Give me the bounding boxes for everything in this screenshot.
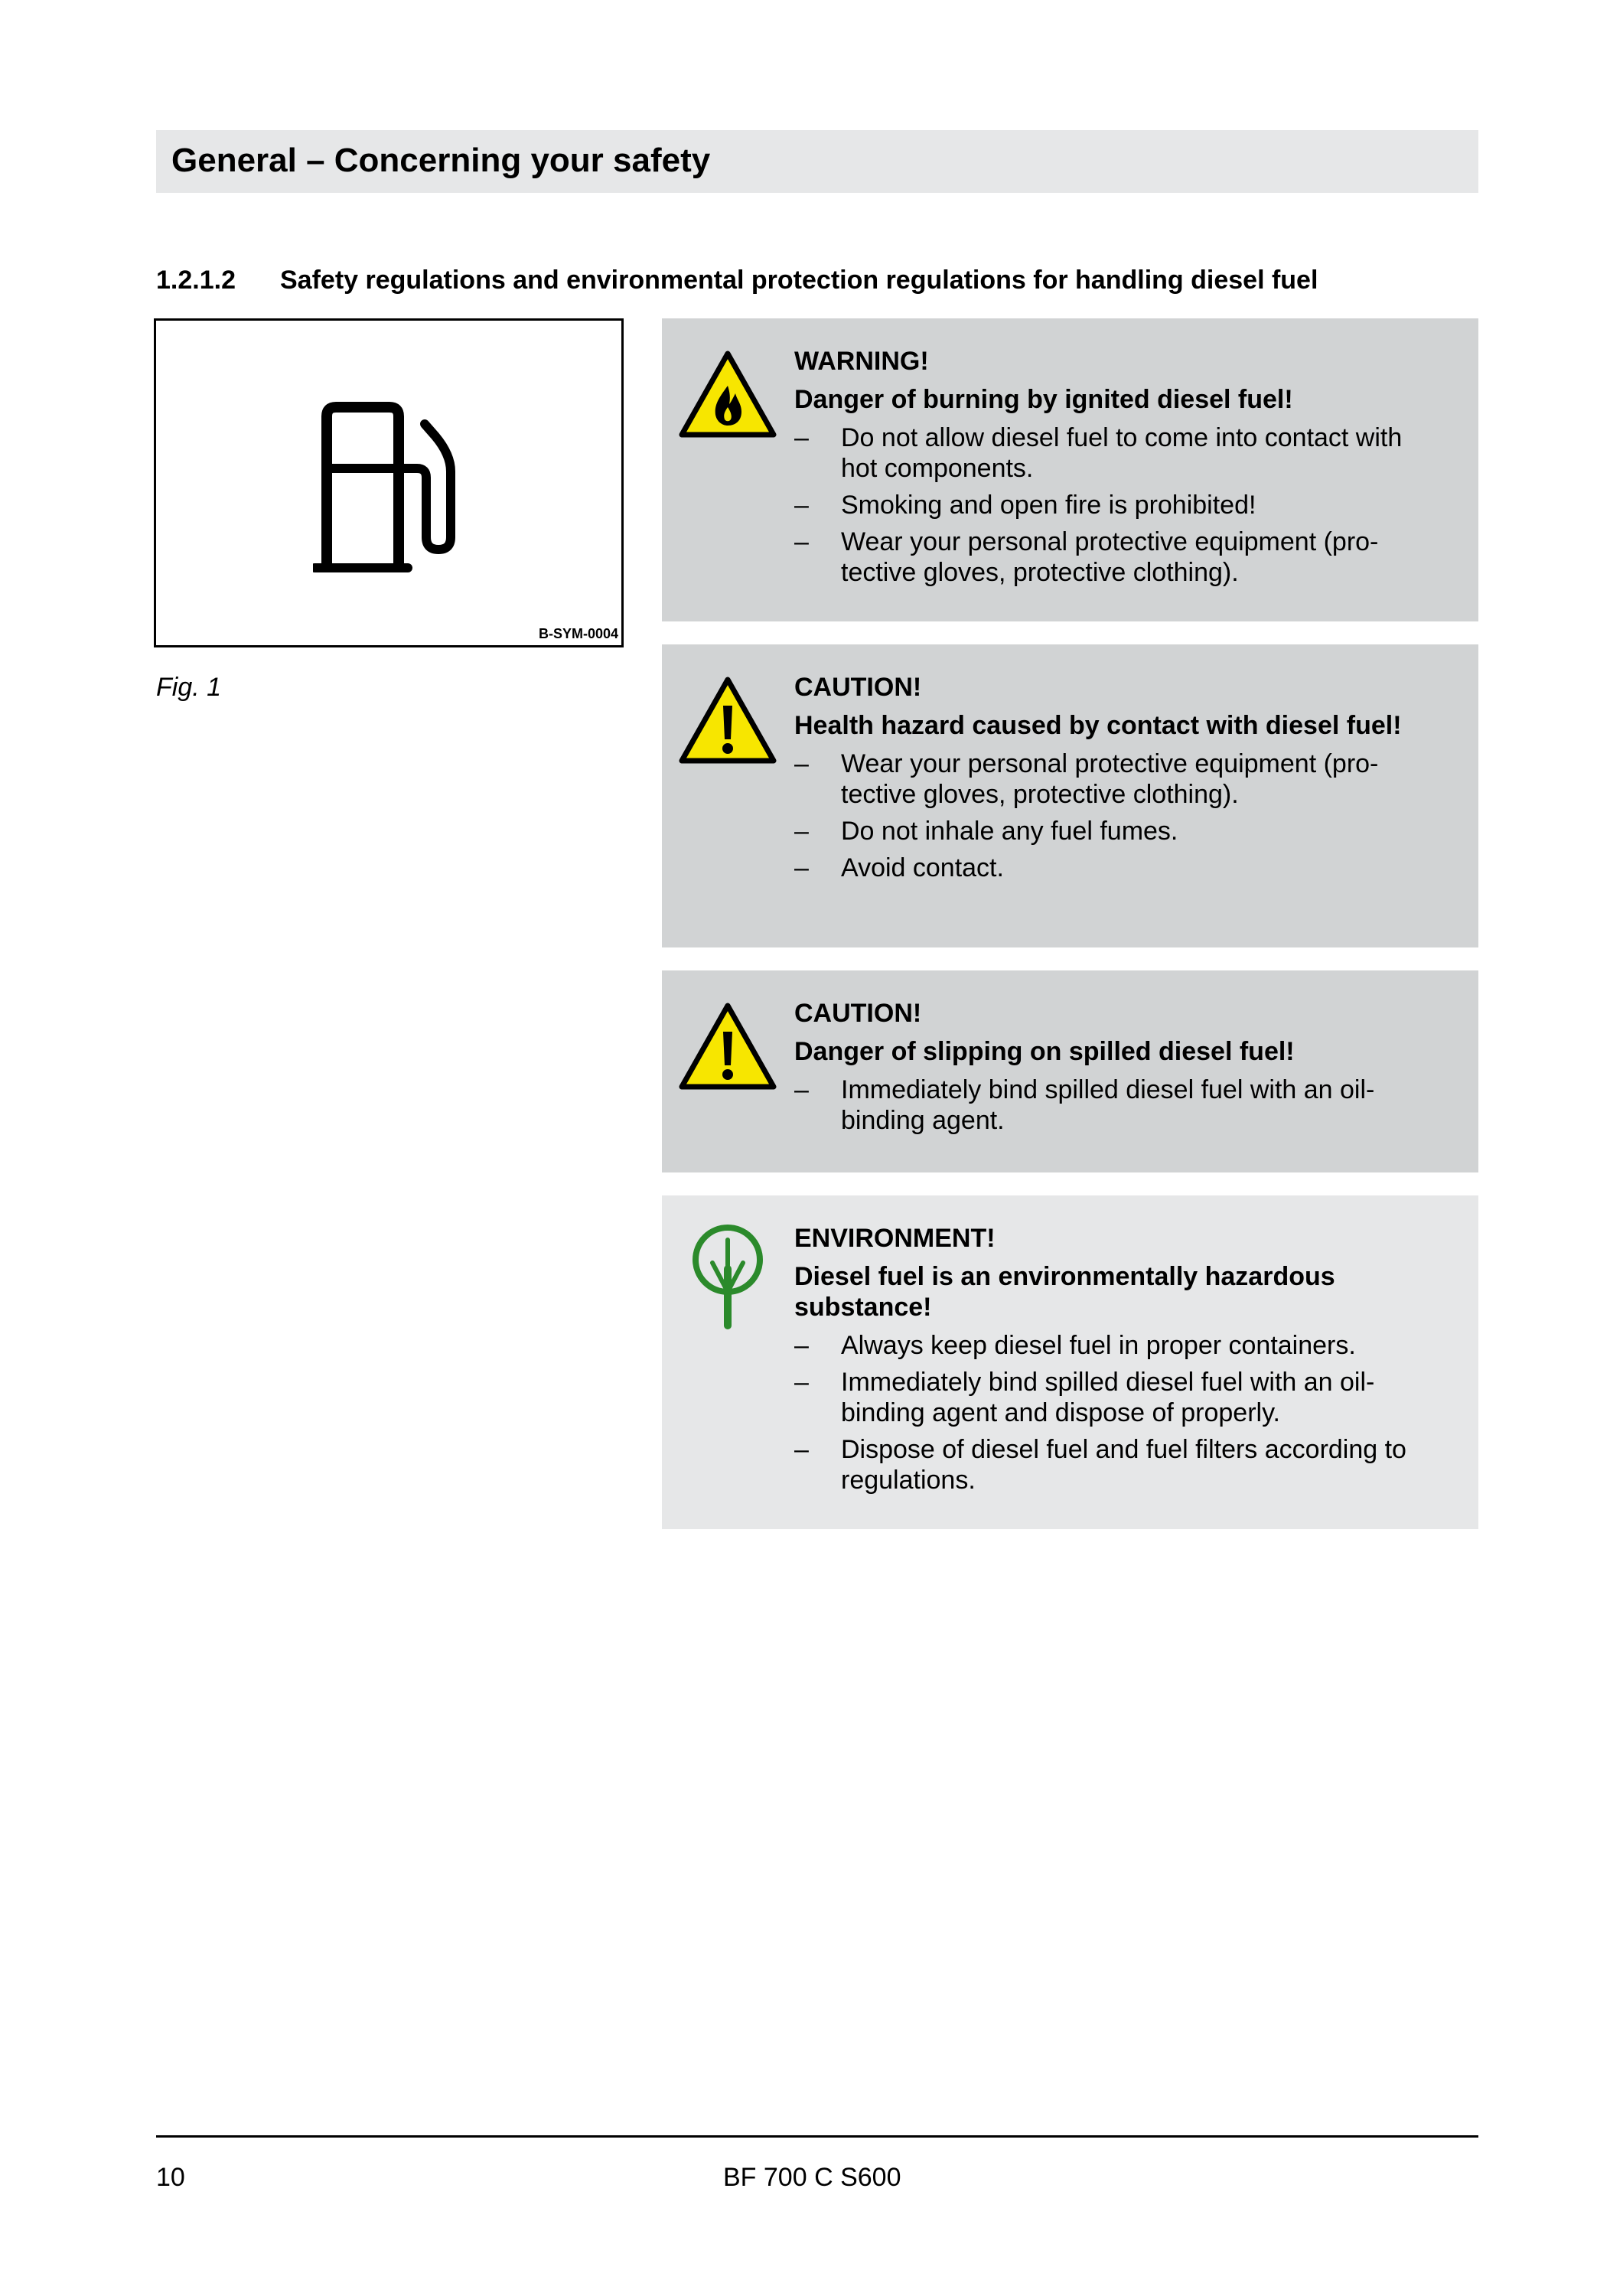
list-item: – Always keep diesel fuel in proper containers. <box>794 1331 1356 1360</box>
caution-notice-slipping <box>662 970 1478 1172</box>
figure-caption: Fig. 1 <box>156 673 222 702</box>
hazard-text: Danger of slipping on spilled diesel fuel! <box>794 1037 1295 1066</box>
footer-divider <box>156 2135 1478 2138</box>
caution-notice-health <box>662 644 1478 947</box>
list-item: – Immediately bind spilled diesel fuel with an oil-binding agent. <box>794 1075 1375 1135</box>
list-item: – Do not inhale any fuel fumes. <box>794 817 1178 846</box>
list-item: – Wear your personal protective equipment (pro-tective gloves, protective clothing). <box>794 527 1379 587</box>
signal-word: WARNING! <box>794 347 929 376</box>
notice-body <box>794 346 1422 594</box>
list-item: – Do not allow diesel fuel to come into contact with hot components. <box>794 423 1403 483</box>
notice-body <box>794 672 1422 889</box>
signal-word: CAUTION! <box>794 999 922 1028</box>
environment-notice <box>662 1195 1478 1529</box>
section-number: 1.2.1.2 <box>156 266 236 295</box>
list-item: – Avoid contact. <box>794 853 1004 882</box>
page-number: 10 <box>156 2163 185 2192</box>
signal-word: CAUTION! <box>794 673 922 702</box>
list-item: – Immediately bind spilled diesel fuel with an oil-binding agent and dispose of properly. <box>794 1368 1375 1427</box>
hazard-text: Danger of burning by ignited diesel fuel! <box>794 385 1293 414</box>
list-item: – Wear your personal protective equipment (pro-tective gloves, protective clothing). <box>794 749 1379 809</box>
page-header-title: General – Concerning your safety <box>171 142 711 179</box>
signal-word: ENVIRONMENT! <box>794 1224 996 1253</box>
section-title: Safety regulations and environmental protection regulations for handling diesel fuel <box>280 266 1318 295</box>
hazard-text: Diesel fuel is an environmentally hazardous substance! <box>794 1262 1335 1322</box>
fuel-pump-icon <box>313 401 474 577</box>
environment-tree-icon <box>677 1223 778 1330</box>
list-item: – Dispose of diesel fuel and fuel filters according to regulations. <box>794 1435 1406 1495</box>
list-item: – Smoking and open fire is prohibited! <box>794 491 1256 520</box>
notice-body <box>794 1223 1422 1502</box>
footer-model-name: BF 700 C S600 <box>723 2163 901 2192</box>
warning-notice-burning <box>662 318 1478 621</box>
fire-warning-icon <box>677 349 778 439</box>
section-heading <box>156 263 1478 297</box>
figure-code: B-SYM-0004 <box>538 626 618 641</box>
exclamation-warning-icon <box>677 1001 778 1091</box>
section-header-bar <box>156 130 1478 193</box>
figure-box <box>154 318 624 647</box>
exclamation-warning-icon <box>677 675 778 765</box>
hazard-text: Health hazard caused by contact with diesel fuel! <box>794 711 1402 740</box>
notice-body <box>794 998 1422 1142</box>
